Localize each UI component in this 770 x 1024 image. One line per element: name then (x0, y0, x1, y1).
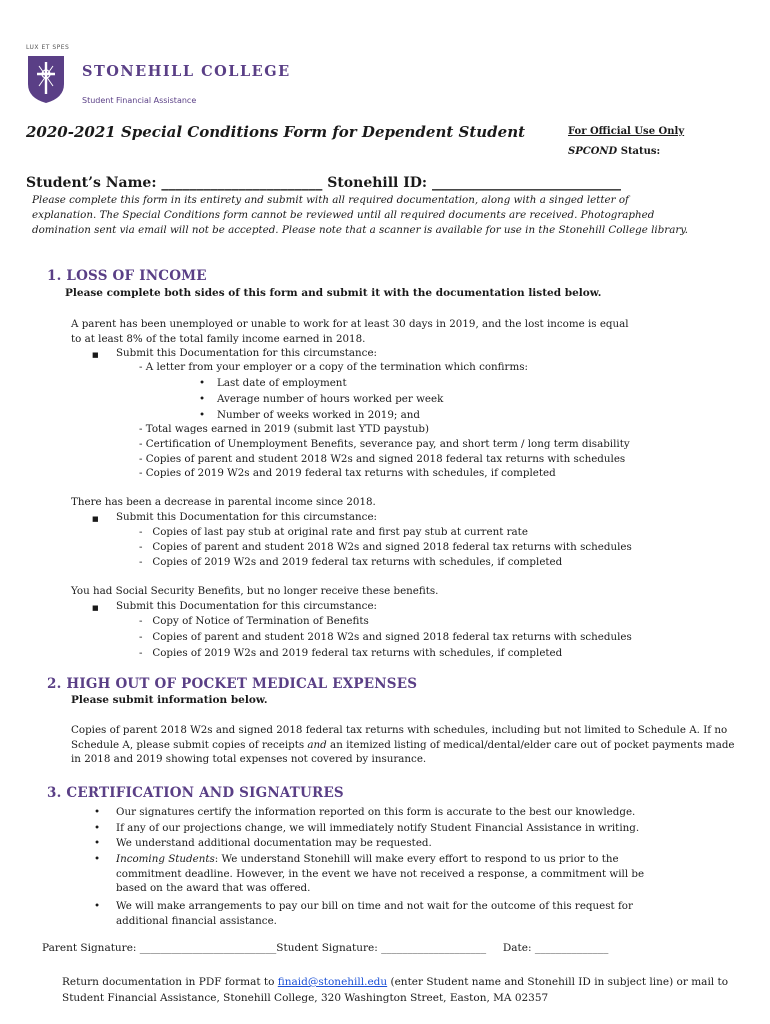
case-1-item-2 (139, 437, 630, 452)
case-1-letter (139, 360, 528, 375)
case-3-description: You had Social Security Benefits, but no longer receive these benefits. (71, 585, 439, 597)
section-1-subheading: Please complete both sides of this form and submit it with the documentation listed below. (65, 287, 602, 299)
return-text-b: (enter Student name and Stonehill ID in subject line) or mail to Student Financial Assistance, Stonehill College, 320 Washington Street, Easton, MA 02357 (62, 976, 729, 1004)
official-use-label: For Official Use Only (568, 126, 685, 137)
bullet-text: Last date of employment (217, 377, 347, 389)
section-2-heading: 2. HIGH OUT OF POCKET MEDICAL EXPENSES (47, 676, 418, 692)
dash-bullet-icon: - (139, 647, 143, 659)
stonehill-id-label: Stonehill ID: (327, 175, 428, 191)
case-1-item-3 (139, 452, 625, 467)
round-bullet-icon: • (199, 409, 206, 421)
square-bullet-icon: ■ (92, 351, 99, 359)
round-bullet-icon: • (94, 900, 101, 912)
square-bullet-icon: ■ (92, 515, 99, 523)
bullet-text: Number of weeks worked in 2019; and (217, 409, 421, 421)
round-bullet-icon: • (94, 806, 101, 818)
cert-bullet-4 (94, 852, 670, 896)
bullet-text: : We understand Stonehill will make every effort to respond to us prior to the commitment deadline. However, in the event we have not received a response, a commitment will be based on the award that was offered. (116, 853, 645, 895)
item-text: Copies of 2019 W2s and 2019 federal tax returns with schedules, if completed (152, 556, 563, 568)
item-text: Copies of last pay stub at original rate and first pay stub at current rate (152, 526, 528, 538)
item-text: Certification of Unemployment Benefits, severance pay, and short term / long term disability (145, 438, 630, 450)
bullet-text: We will make arrangements to pay our bill on time and not wait for the outcome of this request for additional financial assistance. (116, 900, 633, 927)
date-label: Date: (502, 942, 535, 954)
medical-text-b: an itemized listing of medical/dental/elder care out of pocket payments made in 2018 and 2019 showing total expenses not covered by insurance. (71, 738, 735, 766)
form-title: 2020-2021 Special Conditions Form for Dependent Student (26, 123, 526, 141)
parent-signature-field[interactable]: __________________________ (139, 942, 277, 954)
incoming-students-label: Incoming Students (116, 853, 215, 865)
case-3-item-3 (139, 646, 562, 661)
college-name: STONEHILL COLLEGE (82, 63, 291, 80)
round-bullet-icon: • (94, 822, 101, 834)
round-bullet-icon: • (199, 377, 206, 389)
round-bullet-icon: • (199, 393, 206, 405)
dash-bullet-icon: - (139, 631, 143, 643)
case-3-item-1 (139, 614, 369, 629)
dash-bullet-icon: - (139, 615, 143, 627)
bullet-text: Average number of hours worked per week (217, 393, 444, 405)
item-text: Total wages earned in 2019 (submit last YTD paystub) (145, 423, 430, 435)
case-2-description: There has been a decrease in parental income since 2018. (71, 496, 376, 508)
dash-bullet-icon: - (139, 453, 143, 465)
section-1-heading: 1. LOSS OF INCOME (47, 268, 207, 284)
case-1-submit (94, 346, 377, 361)
date-field[interactable]: ______________ (534, 942, 609, 954)
case-1-bullet-2 (199, 392, 443, 407)
college-motto: LUX ET SPES (26, 44, 70, 51)
bullet-text: If any of our projections change, we will immediately notify Student Financial Assistance in writing. (116, 822, 640, 834)
section-3-heading: 3. CERTIFICATION AND SIGNATURES (47, 785, 344, 801)
submit-label: Submit this Documentation for this circumstance: (116, 347, 378, 359)
case-1-bullet-1 (199, 376, 347, 391)
spcond-label: Status: (617, 146, 661, 157)
spcond-code: SPCOND (568, 146, 618, 157)
cert-bullet-2 (94, 821, 694, 836)
item-text: Copy of Notice of Termination of Benefits (152, 615, 369, 627)
item-text: Copies of parent and student 2018 W2s and signed 2018 federal tax returns with schedules (152, 541, 632, 553)
case-1-description: A parent has been unemployed or unable to work for at least 30 days in 2019, and the lost income is equal to at least 8% of the total family income earned in 2018. (71, 318, 629, 345)
submit-label: Submit this Documentation for this circumstance: (116, 511, 378, 523)
medical-text-a: Copies of parent 2018 W2s and signed 2018 federal tax returns with schedules, including but not limited to Schedule A. If no Schedule A, please submit copies of receipts (71, 724, 728, 751)
student-name-label: Student’s Name: (26, 175, 157, 191)
cert-bullet-5 (94, 899, 670, 928)
student-name-field[interactable]: _______________________ (161, 175, 323, 191)
cert-bullet-3 (94, 836, 694, 851)
square-bullet-icon: ■ (92, 604, 99, 612)
section-2-text (71, 723, 735, 767)
bullet-text: Our signatures certify the information reported on this form is accurate to the best our knowledge. (116, 806, 636, 818)
round-bullet-icon: • (94, 837, 101, 849)
dash-bullet-icon: - (139, 467, 143, 479)
form-instructions: Please complete this form in its entirety and submit with all required documentation, along with a singed letter of explanation. The Special Conditions form cannot be reviewed until all required documents are received. Photographed domination sent via email will not be accepted. Please note that a scanner is available for use in the Stonehill College library. (32, 194, 689, 236)
submit-label: Submit this Documentation for this circumstance: (116, 600, 378, 612)
case-2-item-1 (139, 525, 528, 540)
case-2-submit (94, 510, 377, 525)
college-crest-icon (26, 54, 66, 104)
item-text: Copies of parent and student 2018 W2s and signed 2018 federal tax returns with schedules (145, 453, 626, 465)
item-text: Copies of 2019 W2s and 2019 federal tax returns with schedules, if completed (145, 467, 556, 479)
case-1-item-4 (139, 466, 556, 481)
dash-bullet-icon: - (139, 556, 143, 568)
student-info-line (26, 175, 621, 191)
dash-bullet-icon: - (139, 423, 143, 435)
dash-bullet-icon: - (139, 438, 143, 450)
case-1-item-1 (139, 422, 429, 437)
section-2-subheading: Please submit information below. (71, 694, 268, 706)
spcond-status (568, 146, 660, 157)
case-2-item-2 (139, 540, 632, 555)
return-text-a: Return documentation in PDF format to (62, 976, 278, 988)
medical-text-and: and (307, 738, 327, 751)
case-3-item-2 (139, 630, 632, 645)
case-3-submit (94, 599, 377, 614)
case-1-bullet-3 (199, 408, 420, 423)
student-signature-label: Student Signature: (276, 942, 382, 954)
letter-requirement: A letter from your employer or a copy of the termination which confirms: (145, 361, 528, 373)
parent-signature-label: Parent Signature: (42, 942, 140, 954)
cert-bullet-1 (94, 805, 694, 820)
round-bullet-icon: • (94, 853, 101, 865)
item-text: Copies of 2019 W2s and 2019 federal tax returns with schedules, if completed (152, 647, 563, 659)
bullet-text: We understand additional documentation may be requested. (116, 837, 432, 849)
department-name: Student Financial Assistance (82, 96, 197, 105)
dash-bullet-icon: - (139, 361, 143, 373)
dash-bullet-icon: - (139, 541, 143, 553)
email-link[interactable]: finaid@stonehill.edu (277, 976, 388, 988)
signature-line (42, 942, 608, 954)
return-instructions (62, 974, 742, 1006)
student-signature-field[interactable]: ____________________ (381, 942, 487, 954)
case-2-item-3 (139, 555, 562, 570)
item-text: Copies of parent and student 2018 W2s and signed 2018 federal tax returns with schedules (152, 631, 632, 643)
dash-bullet-icon: - (139, 526, 143, 538)
stonehill-id-field[interactable]: ___________________________ (431, 175, 621, 191)
